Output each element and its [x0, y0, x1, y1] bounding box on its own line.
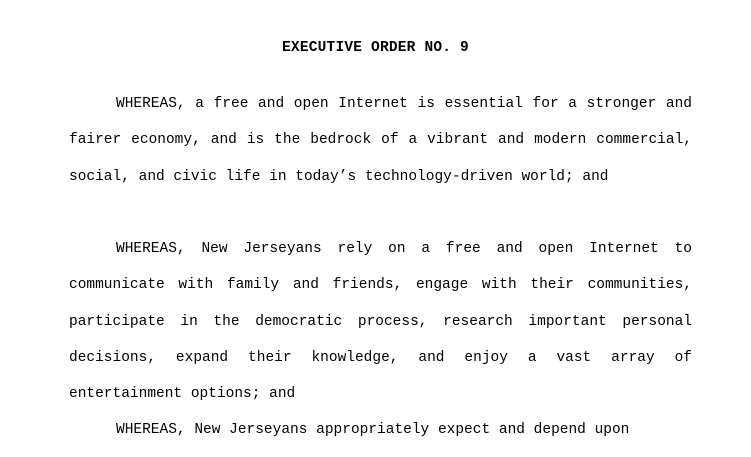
whereas-paragraph-1: WHEREAS, a free and open Internet is essential for a stronger and fairer economy, and is the bedrock of a vibrant and modern commercial, social, and civic life in today’s technology-driven world; and	[69, 96, 692, 185]
document-title: EXECUTIVE ORDER NO. 9	[282, 40, 469, 56]
whereas-paragraph-3: WHEREAS, New Jerseyans appropriately expect and depend upon	[116, 422, 630, 438]
whereas-paragraph-2: WHEREAS, New Jerseyans rely on a free and open Internet to communicate with family and friends, engage with their communities, participate in the democratic process, research important personal decisions, expand their knowledge, and enjoy a vast array of entertainment options; and	[69, 241, 692, 403]
